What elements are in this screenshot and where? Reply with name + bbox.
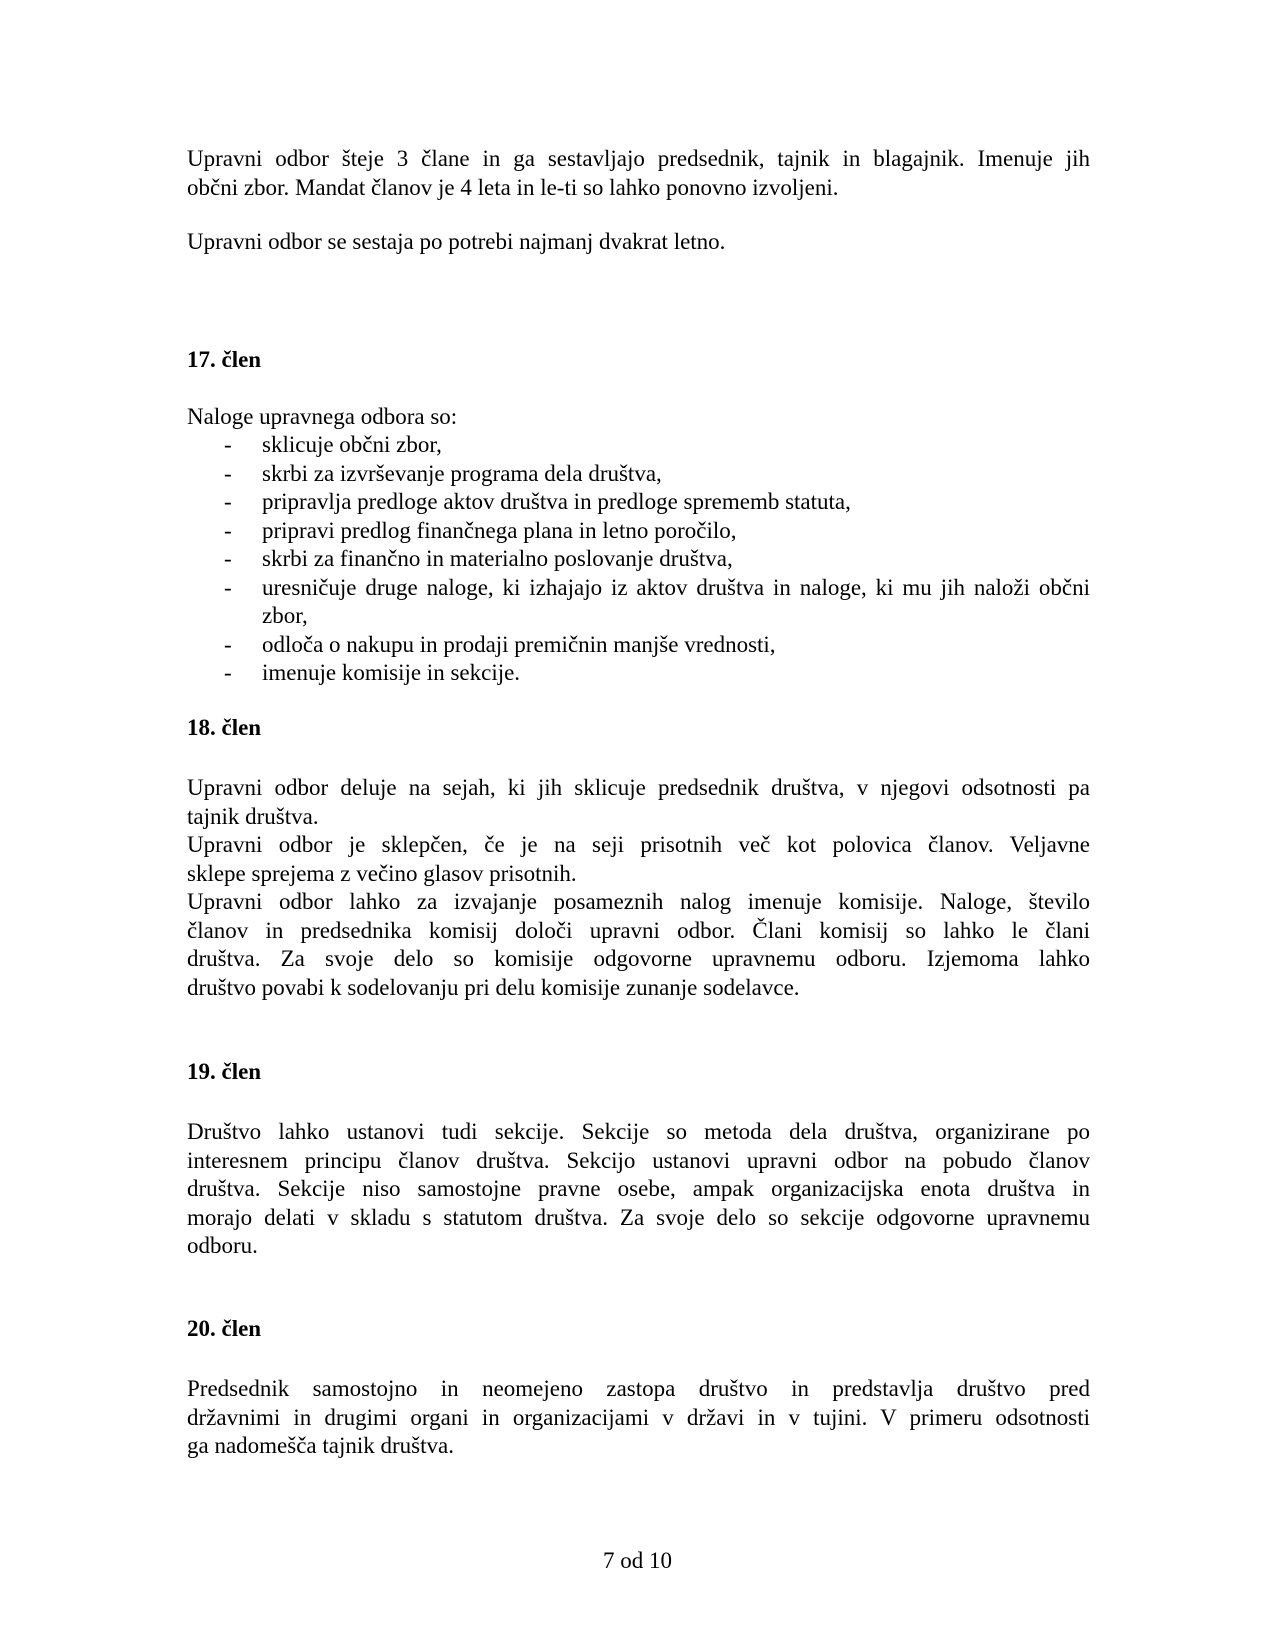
text-line: občni zbor. Mandat članov je 4 leta in le-ti so lahko ponovno izvoljeni.	[187, 174, 839, 200]
list-item-text: uresničuje druge naloge, ki izhajajo iz aktov društva in naloge, ki mu jih naloži občni zbor,	[262, 574, 1090, 628]
list-item-text: pripravlja predloge aktov društva in predloge sprememb statuta,	[262, 489, 851, 514]
article-heading-18: 18. člen	[187, 715, 262, 740]
list-item	[187, 574, 1090, 631]
text-line: sklepe sprejema z večino glasov prisotnih.	[187, 860, 577, 886]
text-line: interesnem principu članov društva. Sekcijo ustanovi upravni odbor na pobudo članov	[187, 1147, 1090, 1173]
list-item-text: skrbi za finančno in materialno poslovanje društva,	[262, 546, 733, 571]
article-heading-17: 17. člen	[187, 347, 262, 372]
text-line: Naloge upravnega odbora so:	[187, 404, 458, 429]
text-line: društva. Za svoje delo so komisije odgovorne upravnemu odboru. Izjemoma lahko	[187, 946, 1090, 971]
text-line: tajnik društva.	[187, 803, 319, 829]
list-item-text: odloča o nakupu in prodaji premičnin manjše vrednosti,	[262, 631, 776, 657]
dash-bullet: -	[224, 432, 232, 457]
text-line: Upravni odbor se sestaja po potrebi najmanj dvakrat letno.	[187, 229, 726, 254]
list-item	[187, 488, 1090, 517]
text-line: Upravni odbor je sklepčen, če je na seji prisotnih več kot polovica članov. Veljavne	[187, 832, 1090, 857]
text-line: Društvo lahko ustanovi tudi sekcije. Sekcije so metoda dela društva, organizirane po	[187, 1119, 1090, 1144]
list-item	[187, 545, 1090, 574]
list-item	[187, 460, 1090, 489]
list-item-text: sklicuje občni zbor,	[262, 432, 442, 457]
text-line: državnimi in drugimi organi in organizacijami v državi in v tujini. V primeru odsotnosti	[187, 1404, 1090, 1430]
paragraph-board-tasks-intro	[187, 403, 1090, 432]
list-item	[187, 631, 1090, 660]
dash-bullet: -	[224, 546, 232, 571]
text-line: Upravni odbor šteje 3 člane in ga sestavljajo predsednik, tajnik in blagajnik. Imenuje jih	[187, 146, 1090, 171]
list-item-text: imenuje komisije in sekcije.	[262, 660, 521, 685]
list-item	[187, 517, 1090, 546]
dash-bullet: -	[224, 517, 232, 543]
text-line: društva. Sekcije niso samostojne pravne osebe, ampak organizacijska enota društva in	[187, 1176, 1090, 1201]
list-item-text: pripravi predlog finančnega plana in letno poročilo,	[262, 517, 737, 543]
article-heading-19: 19. člen	[187, 1059, 262, 1084]
list-item-text: skrbi za izvrševanje programa dela društva,	[262, 460, 662, 486]
list-item	[187, 659, 1090, 688]
paragraph-board-meetings	[187, 228, 1090, 257]
dash-bullet: -	[224, 631, 232, 657]
text-line: društvo povabi k sodelovanju pri delu komisije zunanje sodelavce.	[187, 974, 800, 1000]
paragraph-board-composition	[187, 145, 1090, 202]
text-line: odboru.	[187, 1233, 258, 1258]
text-line: Predsednik samostojno in neomejeno zastopa društvo in predstavlja društvo pred	[187, 1376, 1090, 1401]
board-tasks-list	[187, 431, 1090, 688]
list-item	[187, 431, 1090, 460]
paragraph-president-representation	[187, 1375, 1090, 1461]
page-number: 7 od 10	[603, 1548, 672, 1573]
text-line: ga nadomešča tajnik društva.	[187, 1433, 454, 1458]
text-line: Upravni odbor deluje na sejah, ki jih sklicuje predsednik društva, v njegovi odsotnosti pa	[187, 775, 1090, 800]
dash-bullet: -	[224, 574, 232, 600]
dash-bullet: -	[224, 460, 232, 486]
dash-bullet: -	[224, 660, 232, 685]
text-line: članov in predsednika komisij določi upravni odbor. Člani komisij so lahko le člani	[187, 917, 1090, 943]
paragraph-sections	[187, 1118, 1090, 1261]
text-line: Upravni odbor lahko za izvajanje posameznih nalog imenuje komisije. Naloge, število	[187, 889, 1090, 914]
paragraph-board-sessions	[187, 774, 1090, 1002]
article-heading-20: 20. člen	[187, 1316, 262, 1341]
text-line: morajo delati v skladu s statutom društva. Za svoje delo so sekcije odgovorne upravnemu	[187, 1204, 1090, 1230]
dash-bullet: -	[224, 489, 232, 514]
